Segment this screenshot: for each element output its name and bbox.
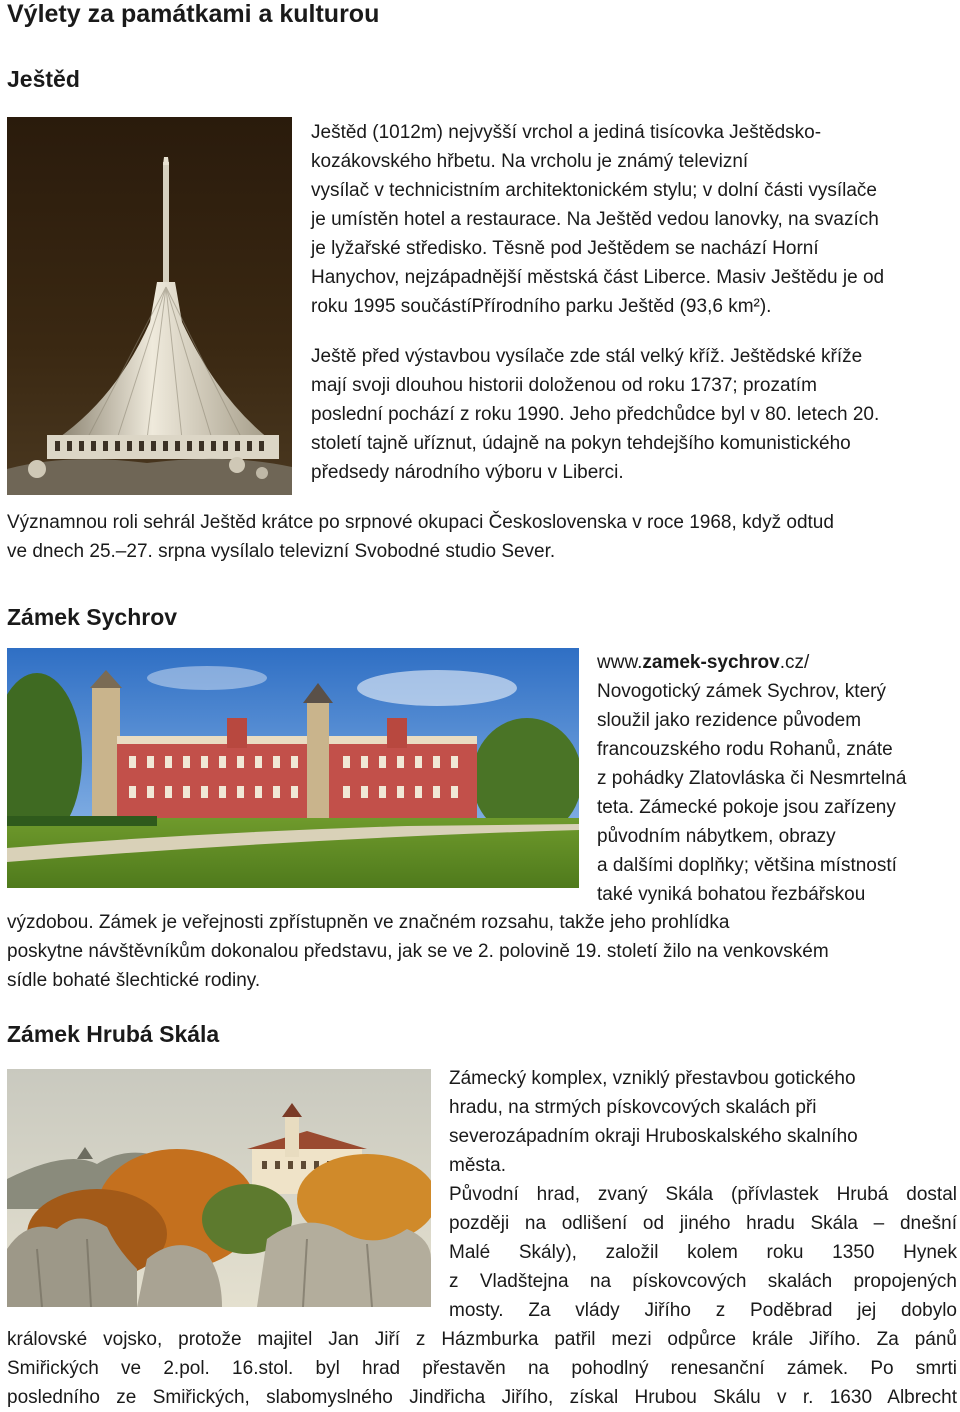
sychrov-website-link[interactable]: www.zamek-sychrov.cz/	[597, 652, 810, 673]
hruba-skala-paragraph: královské vojsko, protože majitel Jan Jiří z Házmburka patřil mezi odpůrce krále Jiřího. Za pánů Smiřických ve 2.pol. 16.stol. byl hrad přestavěn na pohodlný renesanční zámek. Po smrti posledního ze Smiřických, slabomyslného Jindřicha Jiřího, získal Hrubou Skálu v r. 1630 Albrecht	[7, 1329, 957, 1408]
jested-paragraph-2: Ještě před výstavbou vysílače zde stál velký kříž. Ještědské kříže mají svoji dlouhou historii doloženou od roku 1737; prozatím poslední pochází z roku 1990. Jeho předchůdce byl v 80. letech 20. století tajně uříznut, údajně na pokyn tehdejšího komunistického předsedy národního výboru v Liberci.	[311, 346, 880, 483]
jested-paragraph-1: Ještěd (1012m) nejvyšší vrchol a jediná tisícovka Ještědsko- kozákovského hřbetu. Na vrcholu je známý televizní vysílač v technicistním architektonickém stylu; v dolní části vysílače je umístěn hotel a restaurace. Na Ještěd vedou lanovky, na svazích je lyžařské středisko. Těsně pod Ještědem se nachází Horní Hanychov, nejzápadnější městská část Liberce. Masiv Ještědu je od roku 1995 součástíPřírodního parku Ještěd (93,6 km²).	[311, 122, 885, 317]
hruba-skala-side-text-1: Zámecký komplex, vzniklý přestavbou gotického hradu, na strmých pískovcových skalách při severozápadním okraji Hruboskalského skalního města.	[449, 1068, 858, 1176]
hruba-skala-photo	[7, 1069, 431, 1307]
sychrov-paragraph: výzdobou. Zámek je veřejnosti zpřístupněn ve značném rozsahu, takže jeho prohlídka poskytne návštěvníkům dokonalou představu, jak se ve 2. polovině 19. století žilo na venkovském sídle bohaté šlechtické rodiny.	[7, 912, 829, 991]
jested-tower-photo	[7, 117, 292, 495]
sychrov-castle-photo	[7, 648, 579, 888]
section-heading-jested: Ještěd	[7, 66, 80, 92]
section-heading-hruba-skala: Zámek Hrubá Skála	[7, 1021, 220, 1047]
sychrov-side-text: www.zamek-sychrov.cz/ Novogotický zámek Sychrov, který sloužil jako rezidence původem francouzského rodu Rohanů, znáte z pohádky Zlatovláska či Nesmrtelná teta. Zámecké pokoje jsou zařízeny původním nábytkem, obrazy a dalšími doplňky; většina místností také vyniká bohatou řezbářskou	[597, 648, 957, 909]
page-title: Výlety za památkami a kulturou	[7, 0, 380, 28]
hruba-skala-side-text-2: Původní hrad, zvaný Skála (přívlastek Hrubá dostal později na odlišení od jiného hradu Skála – dnešní Malé Skály), založil kolem roku 1350 Hynek z Vladštejna na pískovcových skalách propojených mosty. Za vlády Jiřího z Poděbrad jej dobylo	[449, 1184, 957, 1321]
section-heading-sychrov: Zámek Sychrov	[7, 604, 178, 630]
jested-paragraph-3: Významnou roli sehrál Ještěd krátce po srpnové okupaci Československa v roce 1968, když odtud ve dnech 25.–27. srpna vysílalo televizní Svobodné studio Sever.	[7, 512, 834, 562]
